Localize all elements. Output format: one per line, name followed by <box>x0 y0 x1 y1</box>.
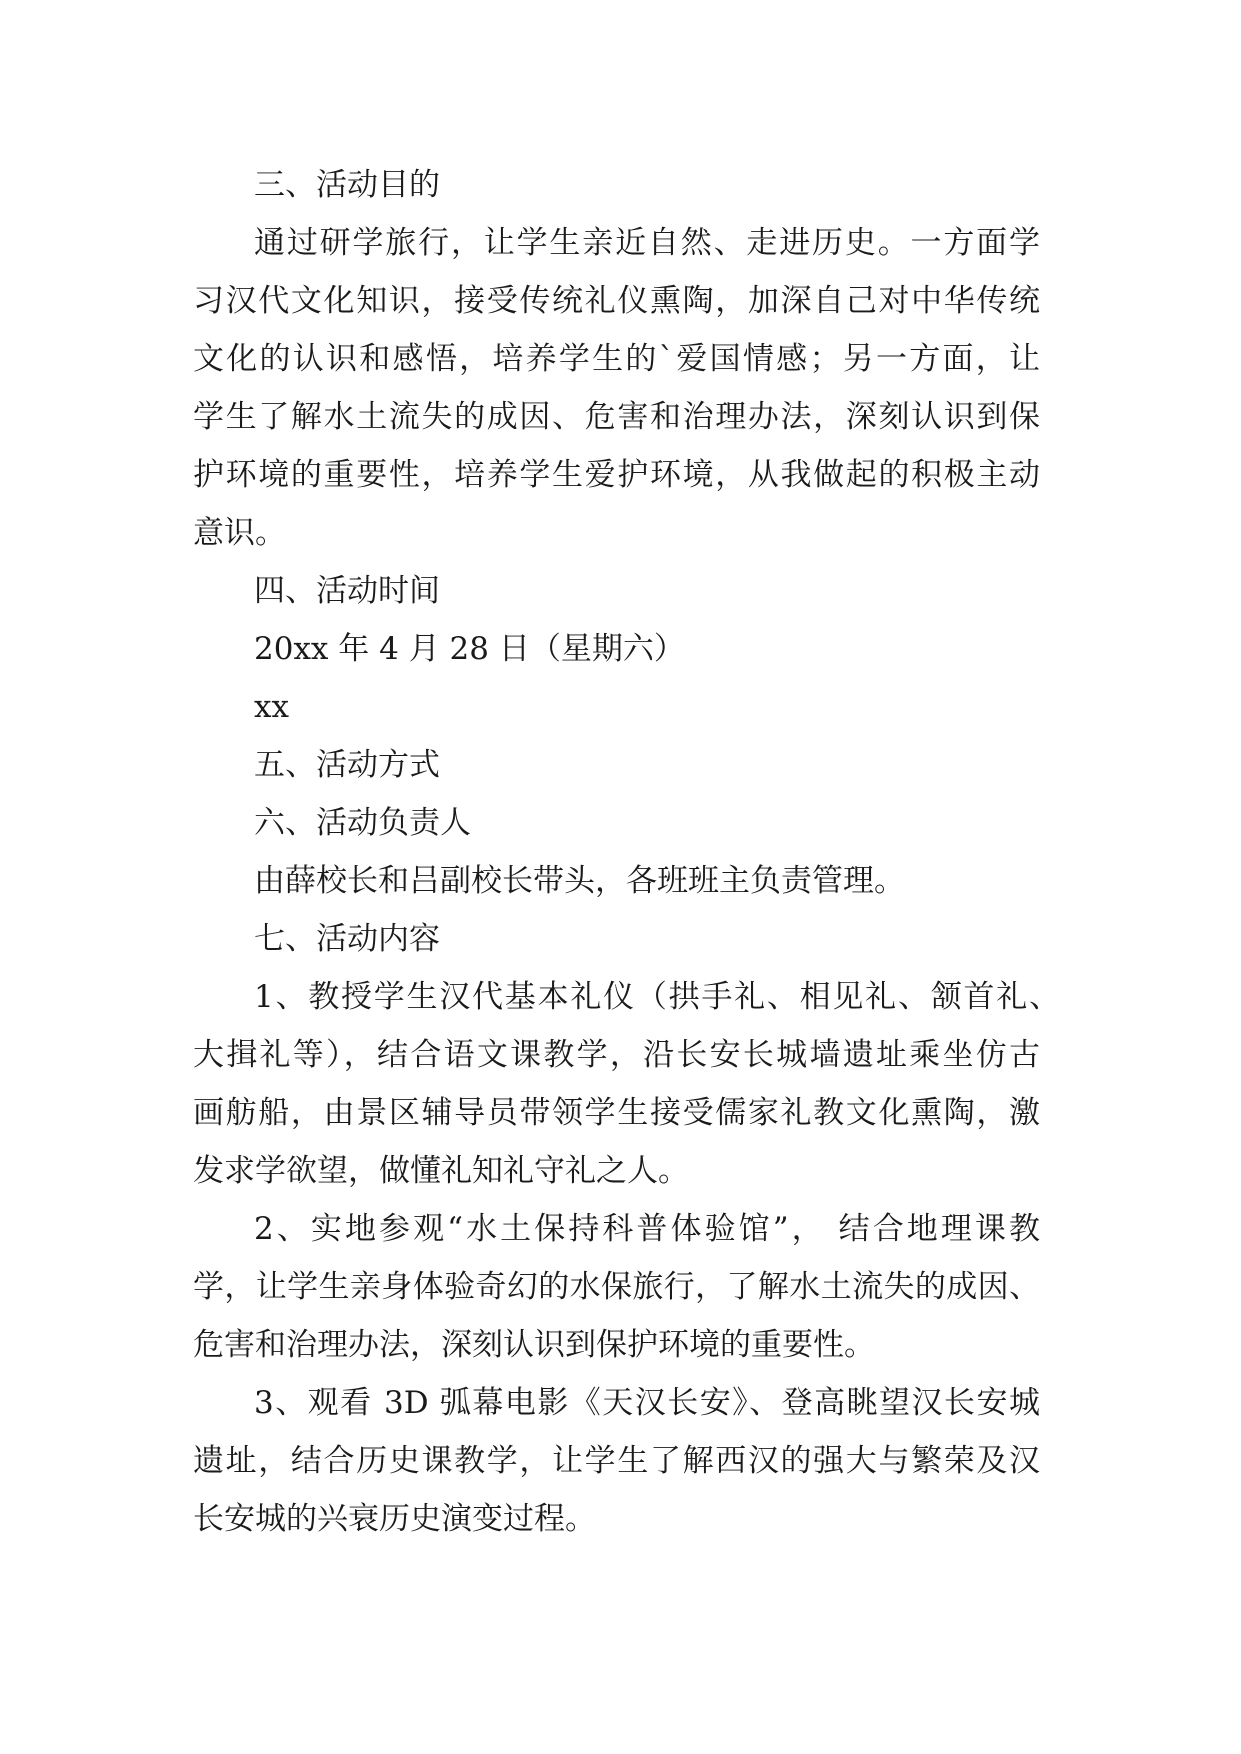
paragraph-line: 学生了解水土流失的成因、危害和治理办法，深刻认识到保 <box>193 399 1040 435</box>
paragraph-line: 习汉代文化知识，接受传统礼仪熏陶，加深自己对中华传统 <box>193 283 1040 319</box>
paragraph-line: 大揖礼等），结合语文课教学，沿长安长城墙遗址乘坐仿古 <box>193 1037 1040 1073</box>
section-heading-purpose: 三、活动目的 <box>254 167 440 203</box>
activity-date: 20xx 年 4 月 28 日（星期六） <box>254 631 685 667</box>
paragraph-line: 由薛校长和吕副校长带头，各班班主负责管理。 <box>254 863 905 899</box>
paragraph-line: 发求学欲望，做懂礼知礼守礼之人。 <box>193 1153 689 1189</box>
paragraph-line: 学，让学生亲身体验奇幻的水保旅行，了解水土流失的成因、 <box>193 1269 1040 1305</box>
paragraph-line: 意识。 <box>193 515 286 551</box>
section-heading-time: 四、活动时间 <box>254 573 440 609</box>
paragraph-line: 遗址，结合历史课教学，让学生了解西汉的强大与繁荣及汉 <box>193 1443 1040 1479</box>
section-heading-method: 五、活动方式 <box>254 747 440 783</box>
paragraph-line: 危害和治理办法，深刻认识到保护环境的重要性。 <box>193 1327 875 1363</box>
paragraph-line: 通过研学旅行，让学生亲近自然、走进历史。一方面学 <box>254 225 1040 261</box>
paragraph-line: 护环境的重要性，培养学生爱护环境，从我做起的积极主动 <box>193 457 1040 493</box>
paragraph-line: 1、教授学生汉代基本礼仪（拱手礼、相见礼、颔首礼、 <box>254 979 1060 1015</box>
paragraph-line: 长安城的兴衰历史演变过程。 <box>193 1501 596 1537</box>
paragraph-line: 2、实地参观“水土保持科普体验馆”， 结合地理课教 <box>254 1211 1040 1247</box>
placeholder-text: xx <box>254 689 289 725</box>
section-heading-content: 七、活动内容 <box>254 921 440 957</box>
section-heading-leader: 六、活动负责人 <box>254 805 471 841</box>
paragraph-line: 文化的认识和感悟，培养学生的`爱国情感；另一方面，让 <box>193 341 1040 377</box>
paragraph-line: 画舫船，由景区辅导员带领学生接受儒家礼教文化熏陶，激 <box>193 1095 1040 1131</box>
paragraph-line: 3、观看 3D 弧幕电影《天汉长安》、登高眺望汉长安城 <box>254 1385 1040 1421</box>
